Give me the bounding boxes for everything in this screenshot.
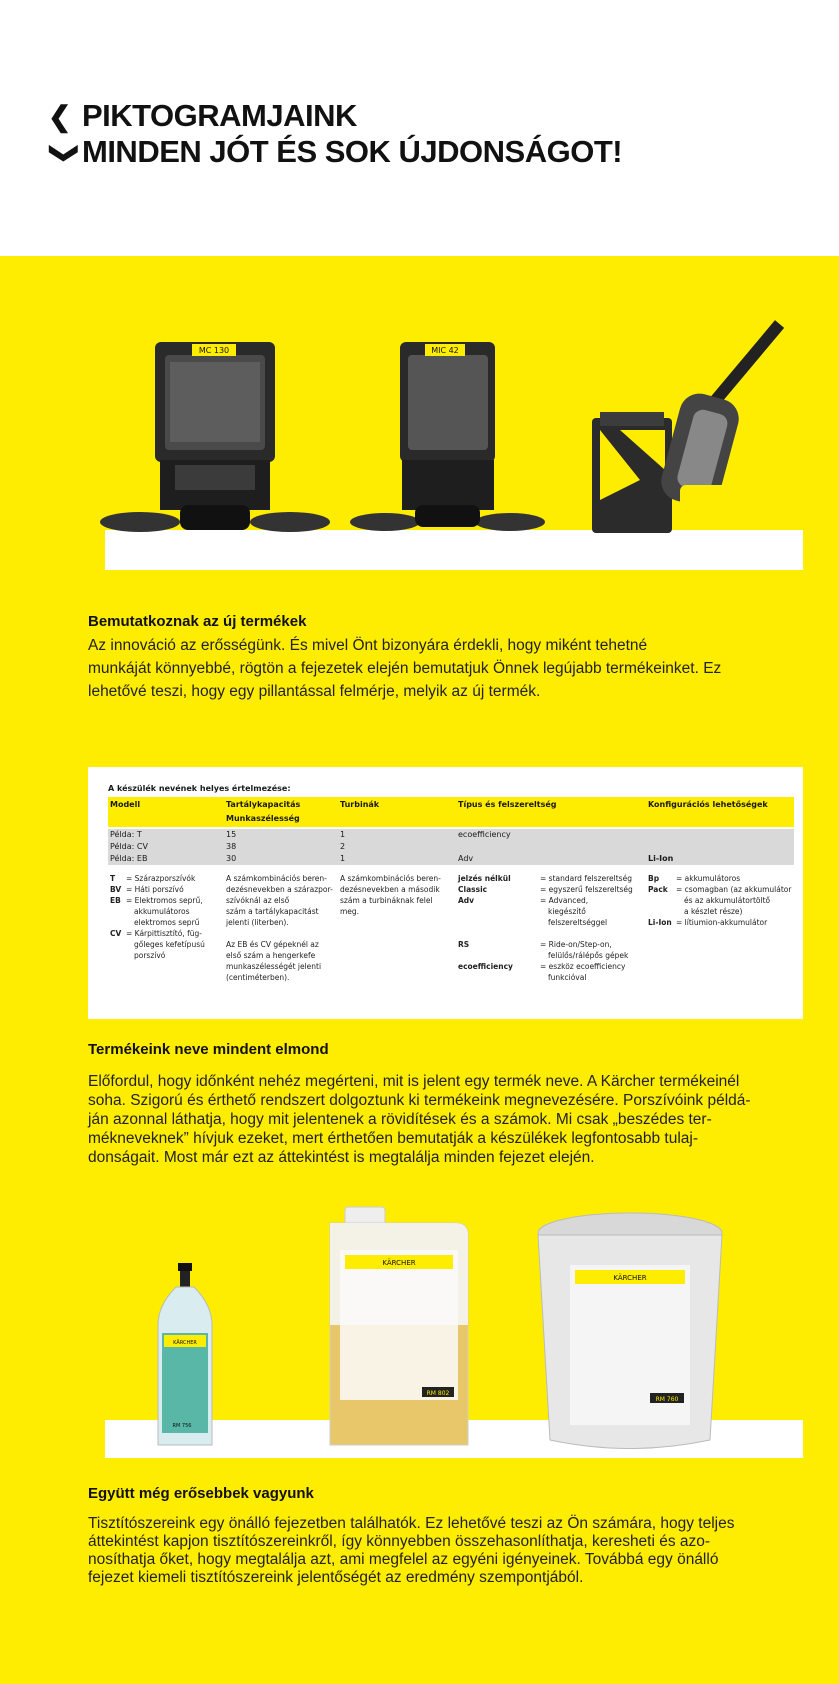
legend-turbine-line: dezésnevekben a második [340,885,440,894]
table-header-config: Konfigurációs lehetőségek [648,800,768,809]
page-header [0,0,839,256]
svg-text:KÄRCHER: KÄRCHER [382,1259,416,1267]
table-cell: 1 [340,830,346,839]
legend-value: funkcióval [548,973,587,982]
legend-capacity-line: szám a tartálykapacitást [226,907,319,916]
section-text-product-names [88,1072,808,1167]
legend-value: felszereltséggel [548,918,608,927]
text-line: ján azonnal láthatja, hogy mit jelentenek a rövidítések és a számok. Mi csak „beszédes ter- [88,1111,712,1128]
table-header-capacity: Tartálykapacitás [226,800,301,809]
legend-capacity-line: (centiméterben). [226,973,290,982]
legend-key: Adv [458,896,475,905]
legend-value: gőleges kefetípusú [134,940,205,949]
sweeper-machine-2 [350,342,545,531]
legend-value: = csomagban (az akkumulátor [676,885,792,894]
headline-line-2: ❯MINDEN JÓT ÉS SOK ÚJDONSÁGOT! [48,134,622,171]
battery-pack [592,412,672,533]
legend-key: CV [110,929,122,938]
legend-key: T [110,874,116,883]
table-header-type: Típus és felszereltség [458,800,557,809]
table-row-bg [108,829,794,841]
legend-capacity-line: szívóknál az első [226,896,290,905]
text-line: donságait. Most már ezt az áttekintést is megtalálja minden fejezet elején. [88,1149,595,1166]
legend-key: Li-Ion [648,918,672,927]
product-image-detergents [150,1195,790,1455]
section-title-new-products: Bemutatkoznak az új termékek [88,613,307,630]
detergent-bottle [158,1263,212,1445]
product-image-machines [100,300,810,565]
legend-capacity-line: Az EB és CV gépeknél az [226,940,319,949]
section-text-new-products [88,636,808,702]
text-line: Előfordul, hogy időnként nehéz megérteni, mit is jelent egy termék neve. A Kärcher termékeinél [88,1073,740,1090]
svg-text:KÄRCHER: KÄRCHER [613,1274,647,1282]
table-cell: 15 [226,830,237,839]
legend-capacity-line: dezésnevekben a szárazpor- [226,885,333,894]
name-explanation-table [88,767,803,1019]
legend-value: = Szárazporszívók [126,874,196,883]
text-line: lehetővé teszi, hogy egy pillantással felmérje, melyik az új termék. [88,683,541,700]
headline-line-1: ❮ PIKTOGRAMJAINK [48,98,357,133]
legend-turbine-line: szám a turbináknak felel [340,896,433,905]
table-cell: 1 [340,854,346,863]
legend-value: felülős/rálépős gépek [548,951,629,960]
table-row-bg [108,853,794,865]
table-row-bg [108,841,794,853]
legend-key: Bp [648,874,660,883]
detergent-canister [330,1207,468,1445]
legend-turbine-line: meg. [340,907,360,916]
table-cell: Példa: CV [110,842,148,851]
legend-value: = standard felszereltség [540,874,632,883]
chevron-down-icon: ❯ [50,141,81,165]
legend-value: = Elektromos seprű, [126,896,203,905]
legend-value: = Kárpittisztító, füg- [126,929,202,938]
table-cell: Adv [458,854,474,863]
legend-value: = Ride-on/Step-on, [540,940,612,949]
text-line: Az innováció az erősségünk. És mivel Önt bizonyára érdekli, hogy miként tehetné [88,637,648,654]
table-cell: Példa: T [110,830,142,839]
text-line: áttekintést kapjon tisztítószereinkről, így könnyebben összehasonlíthatja, keresheti és azo- [88,1533,711,1550]
legend-value: a készlet része) [684,907,743,916]
svg-text:RM 802: RM 802 [426,1390,450,1397]
table-header-turbines: Turbinák [340,800,380,809]
chevron-left-icon: ❮ [48,101,71,132]
text-line: nosíthatja őket, hogy megtalálja azt, ami megfelel az egyéni igényeinek. Továbbá egy önálló [88,1551,719,1568]
text-line: mékneveknek” hívjuk ezeket, mert érthetően bemutatják a készülékek legfontosabb tulaj- [88,1130,698,1147]
legend-value: = Háti porszívó [126,885,184,894]
table-cell: 38 [226,842,237,851]
legend-capacity-line: A számkombinációs beren- [226,874,327,883]
section-title-product-names: Termékeink neve mindent elmond [88,1041,329,1058]
svg-text:MC 130: MC 130 [198,346,230,355]
table-title: A készülék nevének helyes értelmezése: [108,784,291,793]
legend-value: akkumulátoros [134,907,190,916]
legend-value: kiegészítő [548,907,586,916]
legend-capacity-line: jelenti (literben). [226,918,289,927]
legend-value: és az akkumulátortöltő [684,896,771,905]
legend-value: = egyszerű felszereltség [540,885,633,894]
table-cell: ecoefficiency [458,830,511,839]
text-line: munkáját könnyebbé, rögtön a fejezetek elején bemutatjuk Önnek legújabb termékeinket. Ez [88,660,722,677]
legend-value: elektromos seprű [134,918,200,927]
legend-key: ecoefficiency [458,962,513,971]
legend-key: Classic [458,885,488,894]
table-cell: 30 [226,854,237,863]
text-line: soha. Szigorú és érthető rendszert dolgoztunk ki termékeink megnevezésére. Porszívóink példá- [88,1092,751,1109]
table-cell: Példa: EB [110,854,148,863]
legend-key: EB [110,896,121,905]
detergent-bucket [538,1213,722,1449]
legend-key: BV [110,885,122,894]
legend-key: jelzés nélkül [458,874,511,883]
sweeper-machine-1 [100,342,330,532]
table-header-capacity-sub: Munkaszélesség [226,814,300,823]
legend-key: Pack [648,885,668,894]
section-title-together-stronger: Együtt még erősebbek vagyunk [88,1485,314,1502]
svg-text:RM 756: RM 756 [172,1423,192,1429]
legend-capacity-line: munkaszélességét jelenti [226,962,322,971]
svg-text:MIC 42: MIC 42 [431,346,459,355]
legend-key: RS [458,940,470,949]
table-cell: Li-Ion [648,854,674,863]
hedge-trimmer [657,320,784,511]
svg-text:KÄRCHER: KÄRCHER [173,1340,197,1346]
legend-value: = lítiumion-akkumulátor [676,918,768,927]
svg-text:RM 760: RM 760 [655,1396,679,1403]
text-line: Tisztítószereink egy önálló fejezetben találhatók. Ez lehetővé teszi az Ön számára, hogy teljes [88,1515,735,1532]
legend-value: = Advanced, [540,896,589,905]
legend-value: porszívó [134,951,166,960]
table-cell: 2 [340,842,346,851]
table-header-model: Modell [110,800,141,809]
legend-value: = eszköz ecoefficiency [540,962,626,971]
text-line: fejezet kiemeli tisztítószereink jelentőségét az eredmény szempontjából. [88,1569,584,1586]
section-text-together-stronger [88,1515,808,1587]
legend-turbine-line: A számkombinációs beren- [340,874,441,883]
legend-value: = akkumulátoros [676,874,741,883]
legend-capacity-line: első szám a hengerkefe [226,951,316,960]
